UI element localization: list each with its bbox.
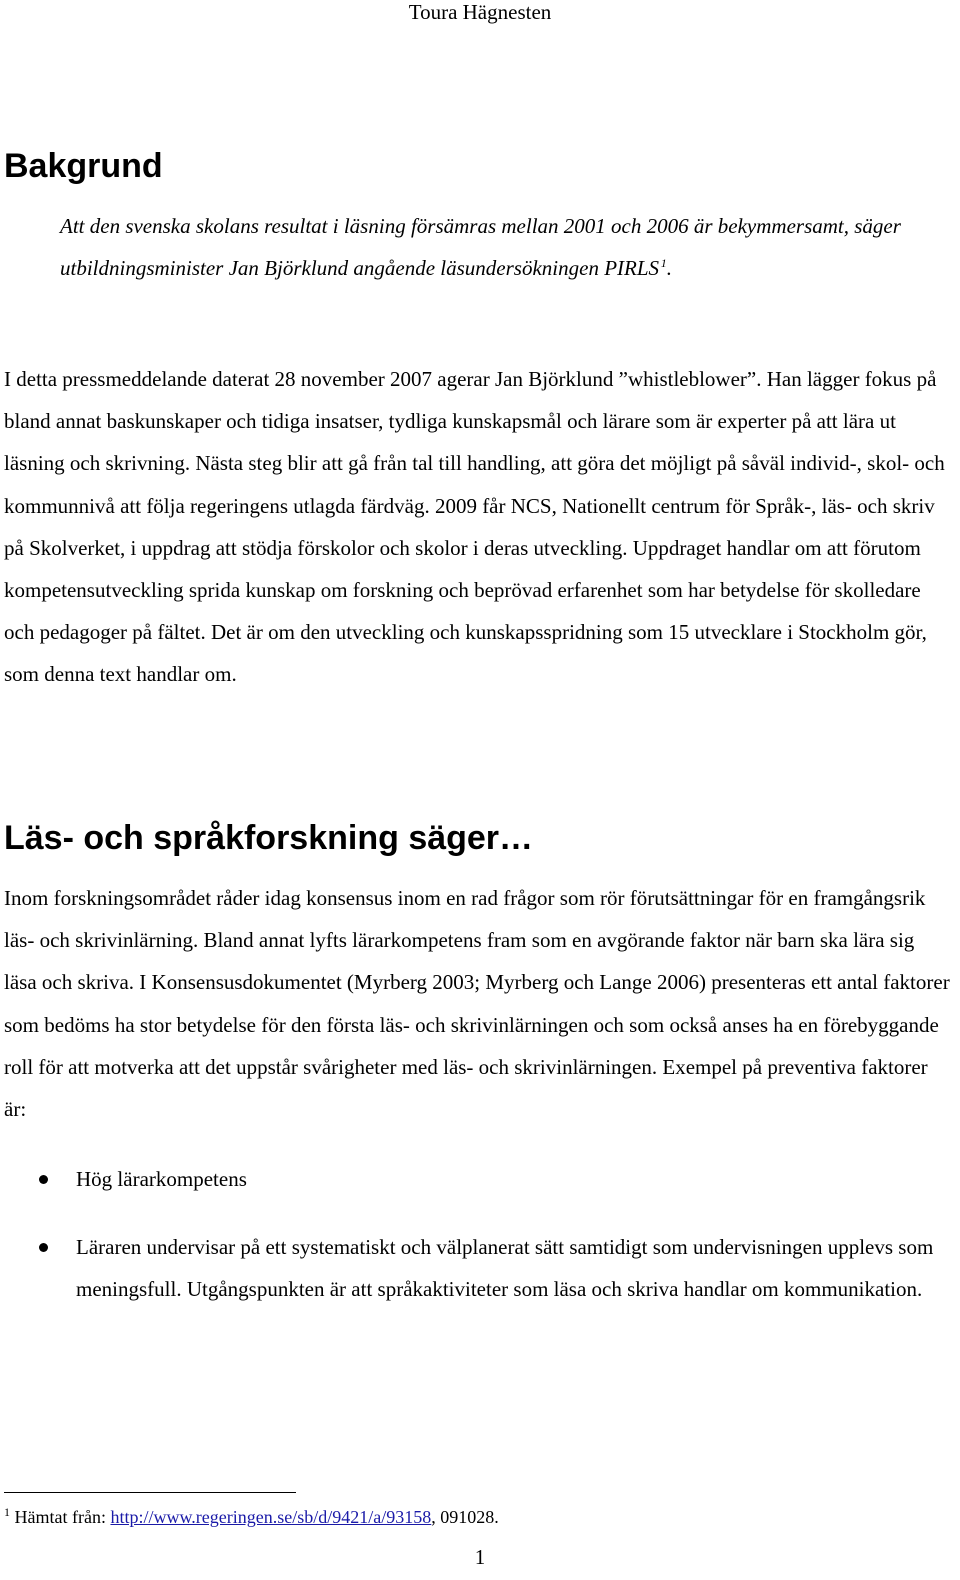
page-number: 1	[474, 1545, 486, 1569]
forskning-paragraph: Inom forskningsområdet råder idag konsensus inom en rad frågor som rör förutsättningar för en framgångsrik läs- och skrivinlärning. Bland annat lyfts lärarkompetens fram som en avgörande faktor när barn ska lära sig läsa och skriva. I Konsensusdokumentet (Myrberg 2003; Myrberg och Lange 2006) presenteras ett antal faktorer som bedöms ha stor betydelse för den första läs- och skrivinlärningen och som också anses ha en förebyggande roll för att motverka att det uppstår svårigheter med läs- och skrivinlärningen. Exempel på preventiva faktorer är:	[4, 886, 950, 1122]
intro-quote	[60, 205, 940, 289]
footnote	[4, 1505, 499, 1529]
quote-text: Att den svenska skolans resultat i läsning försämras mellan 2001 och 2006 är bekymmersamt, säger utbildningsminister Jan Björklund angående läsundersökningen PIRLS	[60, 214, 901, 280]
quote-end: .	[666, 256, 673, 280]
preventive-factors-list	[0, 1158, 952, 1336]
section-heading-bakgrund: Bakgrund	[4, 147, 163, 185]
footnote-separator	[4, 1492, 296, 1493]
footnote-link[interactable]: http://www.regeringen.se/sb/d/9421/a/93158	[110, 1507, 432, 1527]
list-item	[0, 1158, 952, 1200]
footnote-number: 1	[4, 1505, 10, 1519]
footnote-suffix: , 091028.	[431, 1507, 499, 1527]
footnote-prefix: Hämtat från:	[10, 1507, 111, 1527]
bakgrund-paragraph: I detta pressmeddelande daterat 28 november 2007 agerar Jan Björklund ”whistleblower”. Han lägger fokus på bland annat baskunskaper och tidiga insatser, tydliga kunskapsmål och lärare som är experter på att lära ut läsning och skrivning. Nästa steg blir att gå från tal till handling, att göra det möjligt på såväl individ-, skol- och kommunnivå att följa regeringens utlagda färdväg. 2009 får NCS, Nationellt centrum för Språk-, läs- och skriv på Skolverket, i uppdrag att stödja förskolor och skolor i deras utveckling. Uppdraget handlar om att förutom kompetensutveckling sprida kunskap om forskning och beprövad erfarenhet som har betydelse för skolledare och pedagoger på fältet. Det är om den utveckling och kunskapsspridning som 15 utvecklare i Stockholm gör, som denna text handlar om.	[4, 367, 945, 687]
list-item	[0, 1226, 952, 1310]
bullet-icon	[39, 1243, 48, 1252]
footnote-ref[interactable]: 1	[660, 256, 667, 270]
bullet-icon	[39, 1175, 48, 1184]
list-item-text: Läraren undervisar på ett systematiskt och välplanerat sätt samtidigt som undervisningen upplevs som meningsfull. Utgångspunkten är att språkaktiviteter som läsa och skriva handlar om kommunikation.	[76, 1235, 934, 1301]
list-item-text: Hög lärarkompetens	[76, 1167, 247, 1191]
section-heading-forskning: Läs- och språkforskning säger…	[4, 819, 534, 857]
running-header-author: Toura Hägnesten	[408, 0, 552, 24]
